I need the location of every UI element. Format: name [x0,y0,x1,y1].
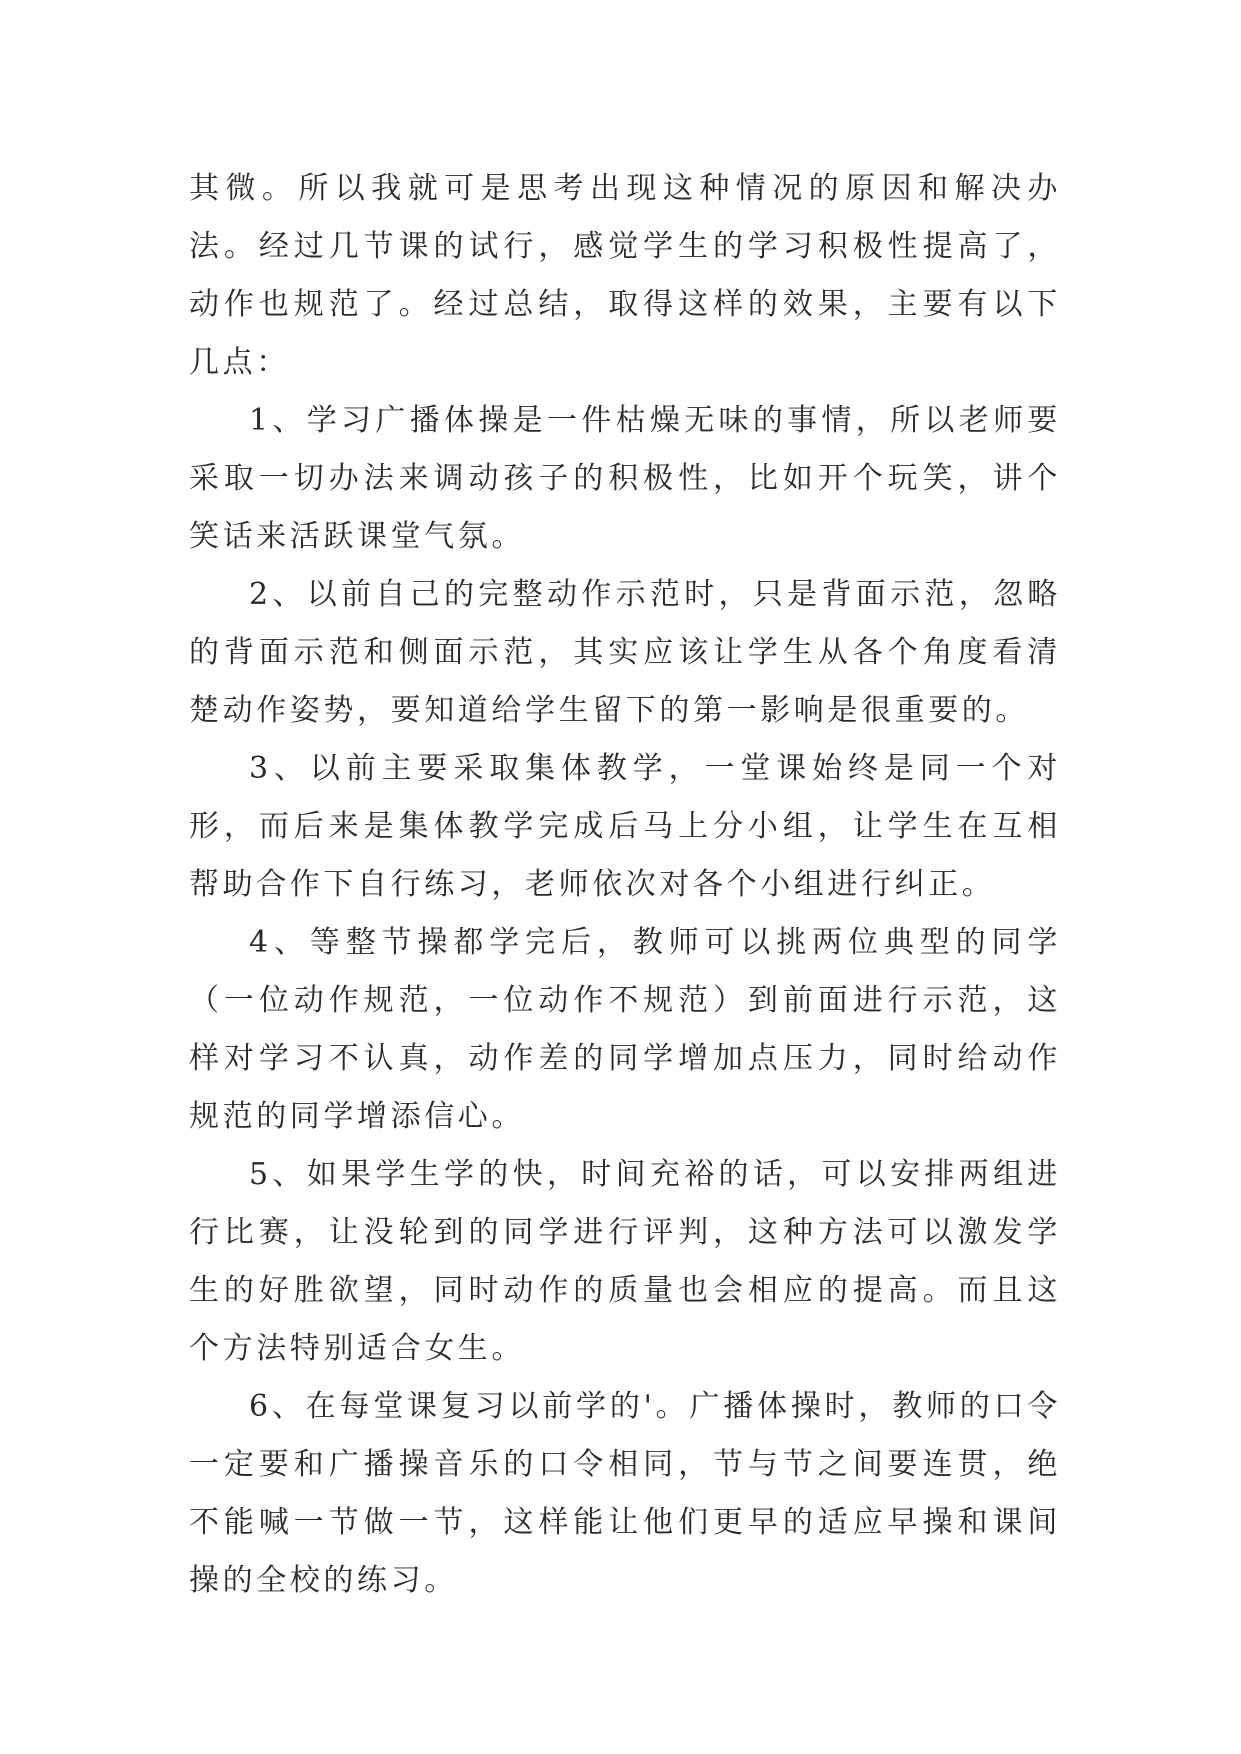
paragraph-point-4: 4、等整节操都学完后，教师可以挑两位典型的同学（一位动作规范，一位动作不规范）到前面进行示范，这样对学习不认真，动作差的同学增加点压力，同时给动作规范的同学增添信心。 [189,925,1061,1134]
paragraph-point-5: 5、如果学生学的快，时间充裕的话，可以安排两组进行比赛，让没轮到的同学进行评判，这种方法可以激发学生的好胜欲望，同时动作的质量也会相应的提高。而且这个方法特别适合女生。 [189,1157,1061,1366]
paragraph-intro: 其微。所以我就可是思考出现这种情况的原因和解决办法。经过几节课的试行，感觉学生的学习积极性提高了，动作也规范了。经过总结，取得这样的效果，主要有以下几点： [189,171,1061,380]
paragraph-point-2: 2、以前自己的完整动作示范时，只是背面示范，忽略的背面示范和侧面示范，其实应该让学生从各个角度看清楚动作姿势，要知道给学生留下的第一影响是很重要的。 [189,577,1061,728]
document-body [189,160,1061,1610]
paragraph-point-6: 6、在每堂课复习以前学的'。广播体操时，教师的口令一定要和广播操音乐的口令相同，节与节之间要连贯，绝不能喊一节做一节，这样能让他们更早的适应早操和课间操的全校的练习。 [189,1389,1061,1598]
paragraph-point-3: 3、以前主要采取集体教学，一堂课始终是同一个对形，而后来是集体教学完成后马上分小组，让学生在互相帮助合作下自行练习，老师依次对各个小组进行纠正。 [189,751,1061,902]
paragraph-point-1: 1、学习广播体操是一件枯燥无味的事情，所以老师要采取一切办法来调动孩子的积极性，比如开个玩笑，讲个笑话来活跃课堂气氛。 [189,403,1061,554]
